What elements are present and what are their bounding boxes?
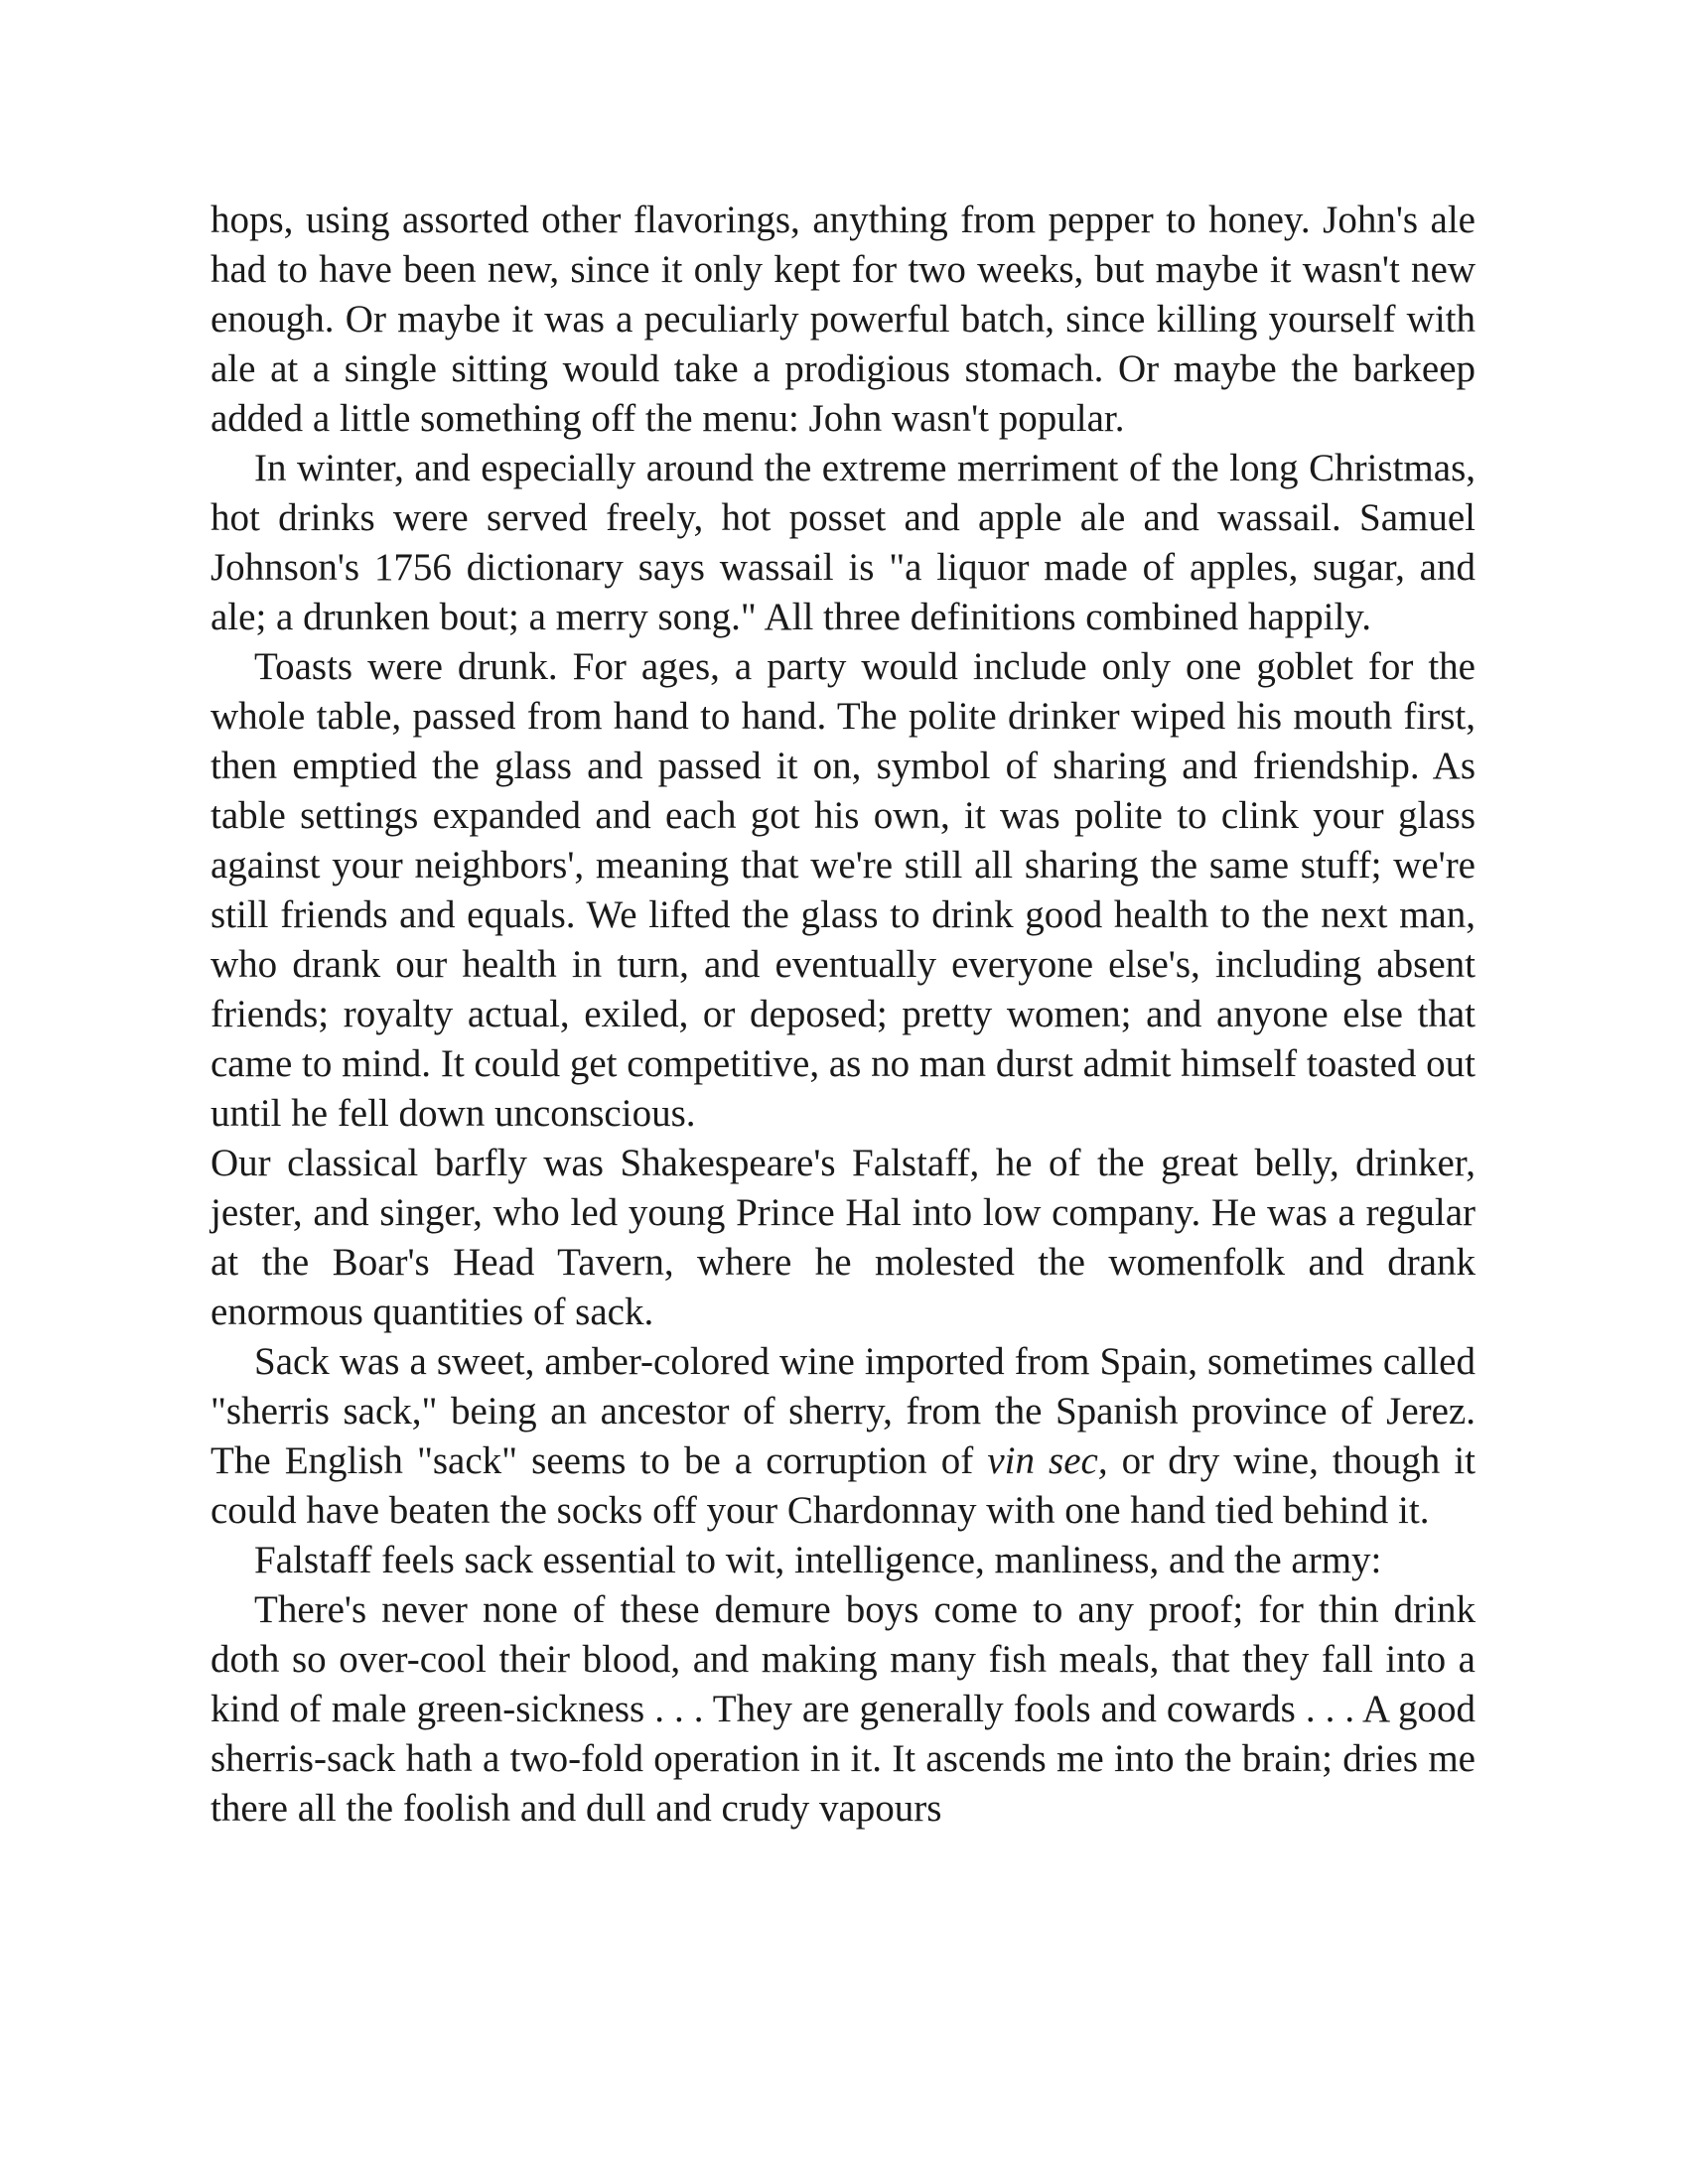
italic-text-segment: vin sec, [987, 1439, 1108, 1482]
text-segment: There's never none of these demure boys come to any proof; for thin drink doth so over-cool their blood, and making many fish meals, that they fall into a kind of male green-sickness . . . They are generally fools and cowards . . . A good sherris-sack hath a two-fold operation in it. It ascends me into the brain; dries me there all the foolish and dull and crudy vapours [211, 1588, 1476, 1830]
body-paragraph [211, 1139, 1476, 1337]
text-segment: or dry wine, though it could have beaten the socks off your Chardonnay with one hand tied behind it. [211, 1439, 1476, 1532]
body-paragraph [211, 1585, 1476, 1834]
text-segment: Toasts were drunk. For ages, a party would include only one goblet for the whole table, passed from hand to hand. The polite drinker wiped his mouth first, then emptied the glass and passed it on, symbol of sharing and friendship. As table settings expanded and each got his own, it was polite to clink your glass against your neighbors', meaning that we're still all sharing the same stuff; we're still friends and equals. We lifted the glass to drink good health to the next man, who drank our health in turn, and eventually everyone else's, including absent friends; royalty actual, exiled, or deposed; pretty women; and anyone else that came to mind. It could get competitive, as no man durst admit himself toasted out until he fell down unconscious. [211, 645, 1476, 1135]
text-segment: hops, using assorted other flavorings, anything from pepper to honey. John's ale had to have been new, since it only kept for two weeks, but maybe it wasn't new enough. Or maybe it was a peculiarly powerful batch, since killing yourself with ale at a single sitting would take a prodigious stomach. Or maybe the barkeep added a little something off the menu: John wasn't popular. [211, 199, 1476, 440]
text-segment: Falstaff feels sack essential to wit, intelligence, manliness, and the army: [254, 1539, 1382, 1581]
body-paragraph [211, 1536, 1476, 1585]
text-segment: In winter, and especially around the extreme merriment of the long Christmas, hot drinks were served freely, hot posset and apple ale and wassail. Samuel Johnson's 1756 dictionary says wassail is "a liquor made of apples, sugar, and ale; a drunken bout; a merry song." All three definitions combined happily. [211, 447, 1476, 638]
document-page [211, 196, 1476, 1834]
body-paragraph [211, 196, 1476, 444]
body-paragraph [211, 642, 1476, 1139]
body-paragraph [211, 444, 1476, 642]
text-segment: Our classical barfly was Shakespeare's Falstaff, he of the great belly, drinker, jester, and singer, who led young Prince Hal into low company. He was a regular at the Boar's Head Tavern, where he molested the womenfolk and drank enormous quantities of sack. [211, 1142, 1476, 1333]
body-paragraph [211, 1337, 1476, 1536]
text-segment: Sack was a sweet, amber-colored wine imported from Spain, sometimes called "sherris sack," being an ancestor of sherry, from the Spanish province of Jerez. The English "sack" seems to be a corruption of [211, 1340, 1476, 1482]
